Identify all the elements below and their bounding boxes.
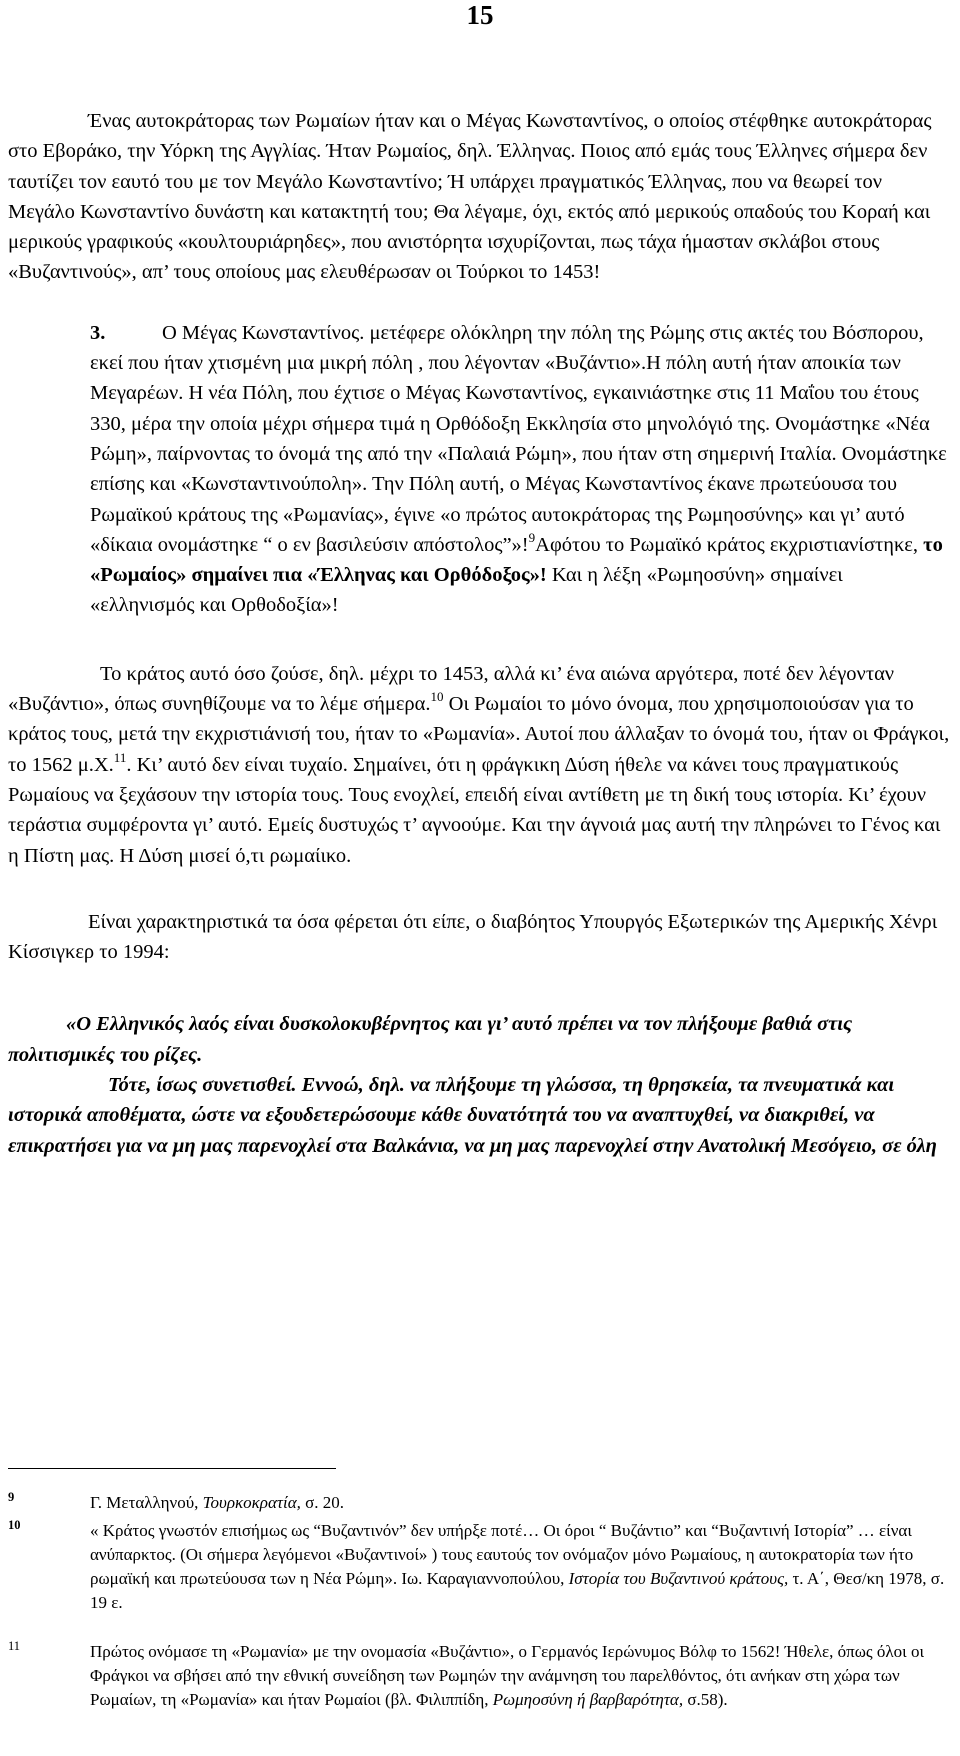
footnote-ref-11[interactable]: 11 bbox=[113, 749, 127, 765]
footnote-title: Ρωμηοσύνη ή βαρβαρότητα, bbox=[492, 1690, 684, 1709]
footnote-text: Πρώτος ονόμασε τη «Ρωμανία» με την ονομασία «Βυζάντιο», ο Γερμανός Ιερώνυμος Βόλφ το 1562! Ήθελε, όπως όλοι οι Φράγκοι να σβήσει από την εθνική συνείδηση των Ρωμηών την ανάμνηση του παρελθόντος, ότι ανήκαν στη χώρα των Ρωμαίων, τη «Ρωμανία» και ήταν Ρωμαίοι (βλ. Φιλιππίδη, bbox=[90, 1642, 925, 1709]
paragraph-kissinger-intro: Είναι χαρακτηριστικά τα όσα φέρεται ότι είπε, ο διαβόητος Υπουργός Εξωτερικών της Αμερικής Χένρι Κίσσιγκερ το 1994: bbox=[8, 910, 938, 964]
page-number: 15 bbox=[466, 0, 494, 30]
paragraph-constantine-intro: Ένας αυτοκράτορας των Ρωμαίων ήταν και ο Μέγας Κωνσταντίνος, ο οποίος στέφθηκε αυτοκράτορας στο Εβοράκο, την Υόρκη της Αγγλίας. Ήταν Ρωμαίος, δηλ. Έλληνας. Ποιος από εμάς τους Έλληνες σήμερα δεν ταυτίζει τον εαυτό του με τον Μεγάλο Κωνσταντίνο; Ή υπάρχει πραγματικός Έλληνας, που να θεωρεί τον Μεγάλο Κωνσταντίνο δυνάστη και κατακτητή του; Θα λέγαμε, όχι, εκτός από μερικούς οπαδούς του Κοραή και μερικούς γραφικούς «κουλτουριάρηδες», που ανιστόρητα ισχυρίζονται, πως τάχα ήμασταν σκλάβοι στους «Βυζαντινούς», απ’ τους οποίους μας ελευθέρωσαν οι Τούρκοι το 1453! bbox=[8, 110, 932, 284]
footnote-text: Γ. Μεταλληνού, bbox=[90, 1493, 203, 1512]
footnote-mark: 10 bbox=[8, 1518, 21, 1532]
footnote-9 bbox=[8, 1491, 952, 1515]
footnote-title: Ιστορία του Βυζαντινού κράτους, bbox=[568, 1569, 789, 1588]
paragraph-3-text-3: . Κι’ αυτό δεν είναι τυχαίο. Σημαίνει, ότι η φράγκικη Δύση ήθελε να κάνει τους πραγματικούς Ρωμαίους να ξεχάσουν την ιστορία τους. Τους ενοχλεί, επειδή είναι αντίθετη με τη δική τους ιστορία. Κι’ έχουν τεράστια συμφέροντα γι’ αυτό. Εμείς δυστυχώς τ’ αγνοούμε. Και την άγνοιά μας αυτή την πληρώνει το Γένος και η Πίστη μας. Η Δύση μισεί ό,τι ρωμαίικο. bbox=[8, 753, 941, 867]
footnote-text: σ. 20. bbox=[300, 1493, 345, 1512]
footnote-11 bbox=[8, 1640, 952, 1712]
paragraph-3-text-2: Οι Ρωμαίοι το μόνο όνομα, που χρησιμοποιούσαν για το κράτος τους, μετά την εκχριστιάνισή του, ήταν το «Ρωμανία». Αυτοί που άλλαξαν το όνομά του, ήταν οι Φράγκοι, το 1562 μ.Χ. bbox=[8, 693, 950, 776]
footnote-ref-9[interactable]: 9 bbox=[528, 529, 536, 545]
paragraph-byzantium-name bbox=[8, 659, 952, 871]
section-3-text-after: Αφότου το Ρωμαϊκό κράτος εκχριστιανίστηκε, bbox=[535, 533, 924, 556]
section-3-text-end: Και η λέξη «Ρωμηοσύνη» σημαίνει «ελληνισμός και Ορθοδοξία»! bbox=[90, 564, 843, 617]
section-3-bold-statement: το «Ρωμαίος» σημαίνει πια «Έλληνας και Ορθόδοξος»! bbox=[90, 533, 943, 587]
footnote-mark: 11 bbox=[8, 1639, 21, 1653]
kissinger-quote-part-2: Τότε, ίσως συνετισθεί. Εννοώ, δηλ. να πλήξουμε τη γλώσσα, τη θρησκεία, τα πνευματικά και ιστορικά αποθέματα, ώστε να εξουδετερώσουμε κάθε δυνατότητά του να αναπτυχθεί, να διακριθεί, να επικρατήσει για να μη μας παρενοχλεί στα Βαλκάνια, να μη μας παρενοχλεί στην Ανατολική Μεσόγειο, σε όλη bbox=[8, 1074, 937, 1157]
footnote-separator bbox=[8, 1468, 336, 1469]
section-3-paragraph bbox=[8, 318, 952, 621]
paragraph-3-text-1: Το κράτος αυτό όσο ζούσε, δηλ. μέχρι το 1453, αλλά κι’ ένα αιώνα αργότερα, ποτέ δεν λέγονταν «Βυζάντιο», όπως συνηθίζουμε να το λέμε σήμερα. bbox=[8, 662, 895, 716]
footnote-title: Τουρκοκρατία, bbox=[202, 1493, 301, 1512]
footnote-text: τ. Α΄, Θεσ/κη 1978, σ. 19 ε. bbox=[90, 1569, 945, 1612]
footnote-ref-10[interactable]: 10 bbox=[430, 689, 444, 705]
section-3-text: Ο Μέγας Κωνσταντίνος. μετέφερε ολόκληρη την πόλη της Ρώμης στις ακτές του Βόσπορου, εκεί που ήταν χτισμένη μια μικρή πόλη , που λέγονταν «Βυζάντιο».Η πόλη αυτή ήταν αποικία των Μεγαρέων. Η νέα Πόλη, που έχτισε ο Μέγας Κωνσταντίνος, εγκαινιάστηκε στις 11 Μαΐου του έτους 330, μέρα την οποία μέχρι σήμερα τιμά η Ορθόδοξη Εκκλησία στο μηνολόγιό της. Ονομάστηκε «Νέα Ρώμη», παίρνοντας το όνομά της από την «Παλαιά Ρώμη», που ήταν στη σημερινή Ιταλία. Ονομάστηκε επίσης και «Κωνσταντινούπολη». Την Πόλη αυτή, ο Μέγας Κωνσταντίνος έκανε πρωτεύουσα του Ρωμαϊκού κράτους της «Ρωμανίας», έγινε «ο πρώτος αυτοκράτορας της Ρωμηοσύνης» και γι’ αυτό «δίκαια ονομάστηκε “ ο εν βασιλεύσιν απόστολος”»! bbox=[90, 321, 947, 556]
footnote-text: « Κράτος γνωστόν επισήμως ως “Βυζαντινόν” δεν υπήρξε ποτέ… Οι όροι “ Βυζάντιο” και “Βυζαντινή Ιστορία” … είναι ανύπαρκτος. (Οι σήμερα λεγόμενοι «Βυζαντινοί» ) τους εαυτούς τον ονόμαζον μόνο Ρωμαίους, η αυτοκρατορία των ήτο ρωμαϊκή και πρωτεύουσα των η Νέα Ρώμη». Ιω. Καραγιαννοπούλου, bbox=[90, 1521, 914, 1588]
section-number: 3. bbox=[90, 321, 106, 344]
footnote-text: σ.58). bbox=[683, 1690, 728, 1709]
footnote-mark: 9 bbox=[8, 1490, 15, 1504]
footnote-10 bbox=[8, 1519, 952, 1615]
main-text bbox=[8, 106, 952, 1161]
kissinger-quote-part-1: «Ο Ελληνικός λαός είναι δυσκολοκυβέρνητος και γι’ αυτό πρέπει να τον πλήξουμε βαθιά στις πολιτισμικές του ρίζες. bbox=[8, 1013, 853, 1066]
